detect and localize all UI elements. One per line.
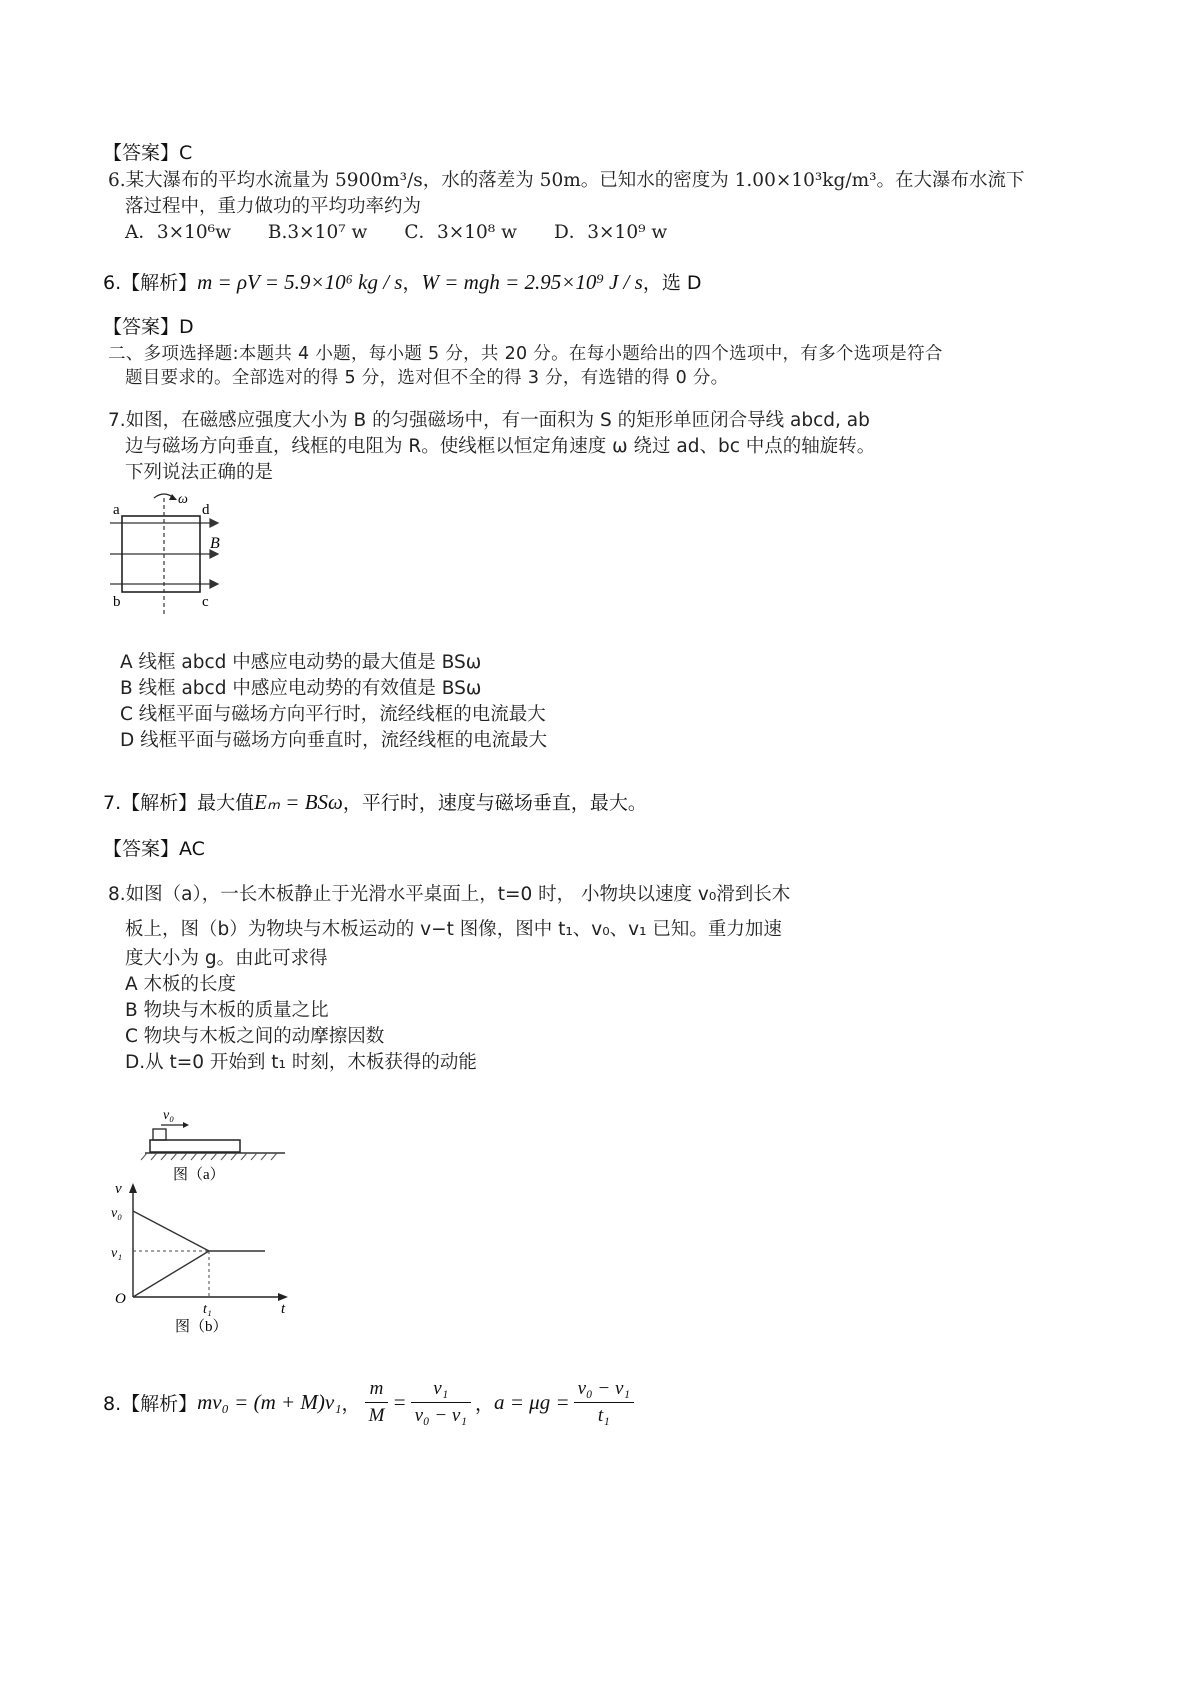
solution-6-separator: ， — [402, 272, 422, 294]
solution-8 — [103, 1375, 638, 1429]
question-6-options: A．3×10⁶w B.3×10⁷ w C．3×10⁸ w D．3×10⁹ w — [125, 222, 668, 243]
acceleration-fraction — [574, 1378, 634, 1427]
corner-label-c: c — [202, 594, 209, 610]
long-board — [150, 1140, 240, 1152]
question-6-line-1: 6.某大瀑布的平均水流量为 5900m³/s，水的落差为 50m。已知水的密度为 1.00×10³kg/m³。在大瀑布水流下 — [108, 170, 1025, 191]
answer-6: 【答案】D — [103, 316, 194, 338]
question-7-option-c: C 线框平面与磁场方向平行时，流经线框的电流最大 — [120, 704, 546, 725]
solution-8-prefix: 8.【解析】 — [103, 1392, 198, 1415]
v-axis-label: v — [115, 1181, 122, 1197]
question-8-line-2: 板上，图（b）为物块与木板运动的 v−t 图像，图中 t₁、v₀、v₁ 已知。重力加速 — [125, 919, 782, 940]
small-block — [153, 1129, 166, 1140]
question-8-option-b: B 物块与木板的质量之比 — [125, 1000, 329, 1021]
velocity-ratio-numerator: v₁ — [411, 1378, 471, 1403]
acceleration-denominator: t₁ — [597, 1404, 610, 1426]
acceleration-numerator: v₀ − v₁ — [574, 1378, 634, 1403]
solution-7-suffix: ，平行时，速度与磁场垂直，最大。 — [342, 792, 647, 814]
corner-label-a: a — [113, 502, 120, 518]
t1-axis-label: t₁ — [203, 1302, 212, 1317]
figure-a-setup — [141, 1108, 285, 1183]
section-2-header-line-1: 二、多项选择题:本题共 4 小题，每小题 5 分，共 20 分。在每小题给出的四个选项中，有多个选项是符合 — [108, 344, 943, 364]
question-6-line-2: 落过程中，重力做功的平均功率约为 — [125, 196, 422, 217]
block-velocity-line — [133, 1211, 209, 1251]
question-7-option-b: B 线框 abcd 中感应电动势的有效值是 BSω — [120, 678, 482, 699]
solution-7 — [103, 788, 647, 815]
answer-5: 【答案】C — [103, 142, 193, 164]
mass-ratio-numerator: m — [365, 1378, 389, 1403]
board-velocity-line — [133, 1251, 209, 1297]
solution-6-formula-1: m = ρV = 5.9×10⁶ kg / s — [197, 270, 403, 294]
velocity-ratio-fraction — [411, 1378, 471, 1427]
section-2-header-line-2: 题目要求的。全部选对的得 5 分，选对但不全的得 3 分，有选错的得 0 分。 — [125, 368, 729, 388]
solution-6-suffix: ，选 D — [642, 272, 702, 294]
question-7-line-1: 7.如图，在磁感应强度大小为 B 的匀强磁场中，有一面积为 S 的矩形单匝闭合导线 abcd, ab — [108, 410, 870, 431]
v1-axis-label: v₁ — [111, 1246, 123, 1261]
question-8-line-1: 8.如图（a），一长木板静止于光滑水平桌面上，t=0 时， 小物块以速度 v₀滑到长木 — [108, 884, 791, 905]
acceleration-formula-lhs: a = μg = — [493, 1389, 570, 1414]
initial-velocity-label: v₀ — [163, 1108, 175, 1123]
solution-7-prefix: 7.【解析】最大值 — [103, 792, 255, 814]
question-8-option-c: C 物块与木板之间的动摩擦因数 — [125, 1026, 385, 1047]
answer-7: 【答案】AC — [103, 838, 205, 860]
question-8-figure — [105, 1105, 305, 1335]
question-7-line-3: 下列说法正确的是 — [125, 462, 274, 483]
solution-6-formula-2: W = mgh = 2.95×10⁹ J / s — [421, 270, 643, 294]
field-label-B: B — [210, 535, 220, 552]
v0-axis-label: v₀ — [111, 1206, 123, 1221]
question-7-option-d: D 线框平面与磁场方向垂直时，流经线框的电流最大 — [120, 730, 548, 751]
question-7-figure — [110, 488, 235, 618]
question-8-option-a: A 木板的长度 — [125, 974, 237, 995]
origin-label: O — [115, 1291, 126, 1307]
solution-6 — [103, 268, 701, 295]
figure-b-vt-graph — [111, 1181, 288, 1335]
figure-a-caption: 图（a） — [173, 1167, 225, 1183]
velocity-ratio-denominator: v₀ − v₁ — [414, 1404, 467, 1426]
question-7-line-2: 边与磁场方向垂直，线框的电阻为 R。使线框以恒定角速度 ω 绕过 ad、bc 中点的轴旋转。 — [125, 436, 876, 457]
question-7-option-a: A 线框 abcd 中感应电动势的最大值是 BSω — [120, 652, 482, 673]
mass-ratio-fraction — [365, 1378, 389, 1427]
mass-ratio-denominator: M — [368, 1404, 385, 1426]
equals-sign: = — [392, 1389, 407, 1414]
solution-7-formula: Eₘ = BSω — [254, 790, 343, 814]
corner-label-d: d — [202, 502, 210, 518]
omega-label: ω — [178, 492, 188, 507]
solution-6-prefix: 6.【解析】 — [103, 272, 198, 294]
solution-8-separator-1: ， — [341, 1392, 361, 1415]
question-8-line-3: 度大小为 g。由此可求得 — [125, 948, 328, 969]
corner-label-b: b — [113, 594, 121, 610]
t-axis-label: t — [281, 1301, 286, 1317]
question-8-option-d: D.从 t=0 开始到 t₁ 时刻，木板获得的动能 — [125, 1052, 477, 1073]
solution-8-separator-2: ， — [474, 1392, 494, 1415]
solution-8-momentum-formula: mv₀ = (m + M)v₁ — [197, 1389, 342, 1414]
figure-b-caption: 图（b） — [175, 1319, 228, 1335]
